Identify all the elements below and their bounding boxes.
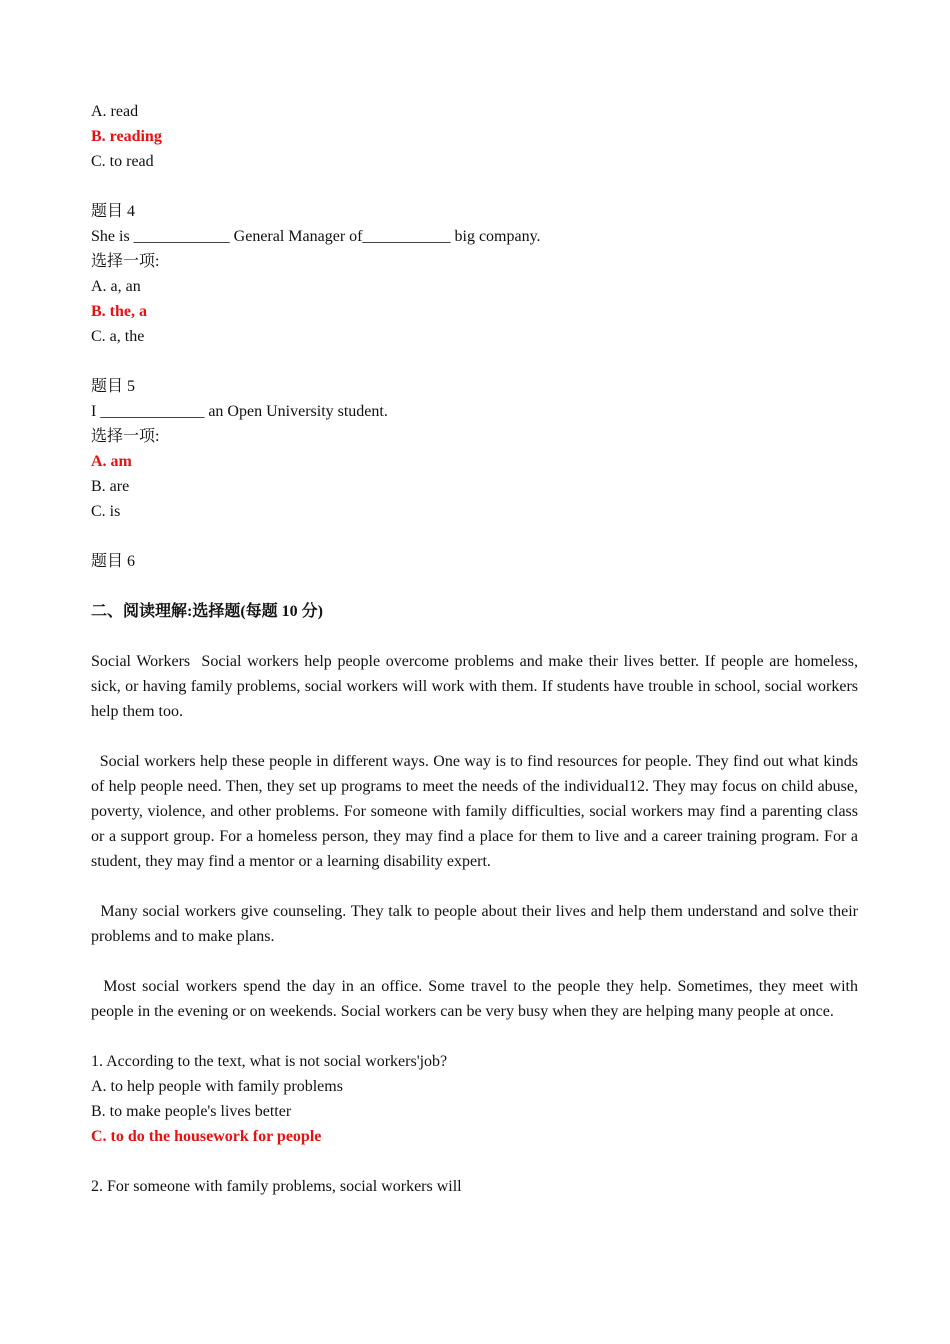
option-a: A. to help people with family problems [91, 1078, 343, 1095]
spacer [91, 524, 858, 549]
question-4 [91, 199, 858, 349]
question-6-number: 题目 6 [91, 553, 136, 570]
passage-paragraph-4: Most social workers spend the day in an office. Some travel to the people they help. Sometimes, they meet with people in the evening or on weekends. Social workers can be very busy when they are helping many people at once. [91, 978, 863, 1020]
passage-paragraph-1: Social Workers Social workers help people overcome problems and make their lives better. If people are homeless, sick, or having family problems, social workers will work with them. If students have trouble in school, social workers help them too. [91, 653, 862, 720]
option-b: B. are [91, 478, 130, 495]
spacer [91, 574, 858, 599]
correct-option-a: A. am [91, 453, 132, 470]
option-c: C. a, the [91, 328, 145, 345]
correct-option-c: C. to do the housework for people [91, 1128, 322, 1145]
spacer [91, 874, 858, 899]
question-number: 题目 4 [91, 203, 136, 220]
question-3 [91, 99, 858, 174]
passage-paragraph-2: Social workers help these people in different ways. One way is to find resources for people. They find out what kinds of help people need. Then, they set up programs to meet the needs of the individual12. They may focus on child abuse, poverty, violence, and other problems. For someone with family difficulties, social workers may find a parenting class or a support group. For a homeless person, they may find a place for them to live and a career training program. For a student, they may find a mentor or a learning disability expert. [91, 753, 863, 870]
question-5 [91, 374, 858, 524]
spacer [91, 1024, 858, 1049]
choose-one-prompt: 选择一项: [91, 253, 160, 270]
reading-question-1 [91, 1049, 858, 1149]
spacer [91, 624, 858, 649]
correct-option-b: B. reading [91, 128, 162, 145]
question-stem: I _____________ an Open University student. [91, 403, 388, 420]
spacer [91, 1149, 858, 1174]
choose-one-prompt: 选择一项: [91, 428, 160, 445]
document-page [91, 99, 863, 1199]
option-c: C. is [91, 503, 121, 520]
spacer [91, 349, 858, 374]
passage-paragraph-3: Many social workers give counseling. They talk to people about their lives and help them understand and solve their problems and to make plans. [91, 903, 862, 945]
reading-passage [91, 649, 863, 1024]
spacer [91, 174, 858, 199]
question-number: 题目 5 [91, 378, 136, 395]
section-heading: 二、阅读理解:选择题(每题 10 分) [91, 603, 323, 620]
question-stem: 1. According to the text, what is not social workers'job? [91, 1053, 448, 1070]
option-b: B. to make people's lives better [91, 1103, 292, 1120]
spacer [91, 949, 858, 974]
spacer [91, 724, 858, 749]
question-stem: She is ____________ General Manager of___________ big company. [91, 228, 541, 245]
correct-option-b: B. the, a [91, 303, 147, 320]
option-a: A. read [91, 103, 139, 120]
reading-question-2-stem: 2. For someone with family problems, social workers will [91, 1178, 462, 1195]
option-c: C. to read [91, 153, 154, 170]
option-a: A. a, an [91, 278, 141, 295]
